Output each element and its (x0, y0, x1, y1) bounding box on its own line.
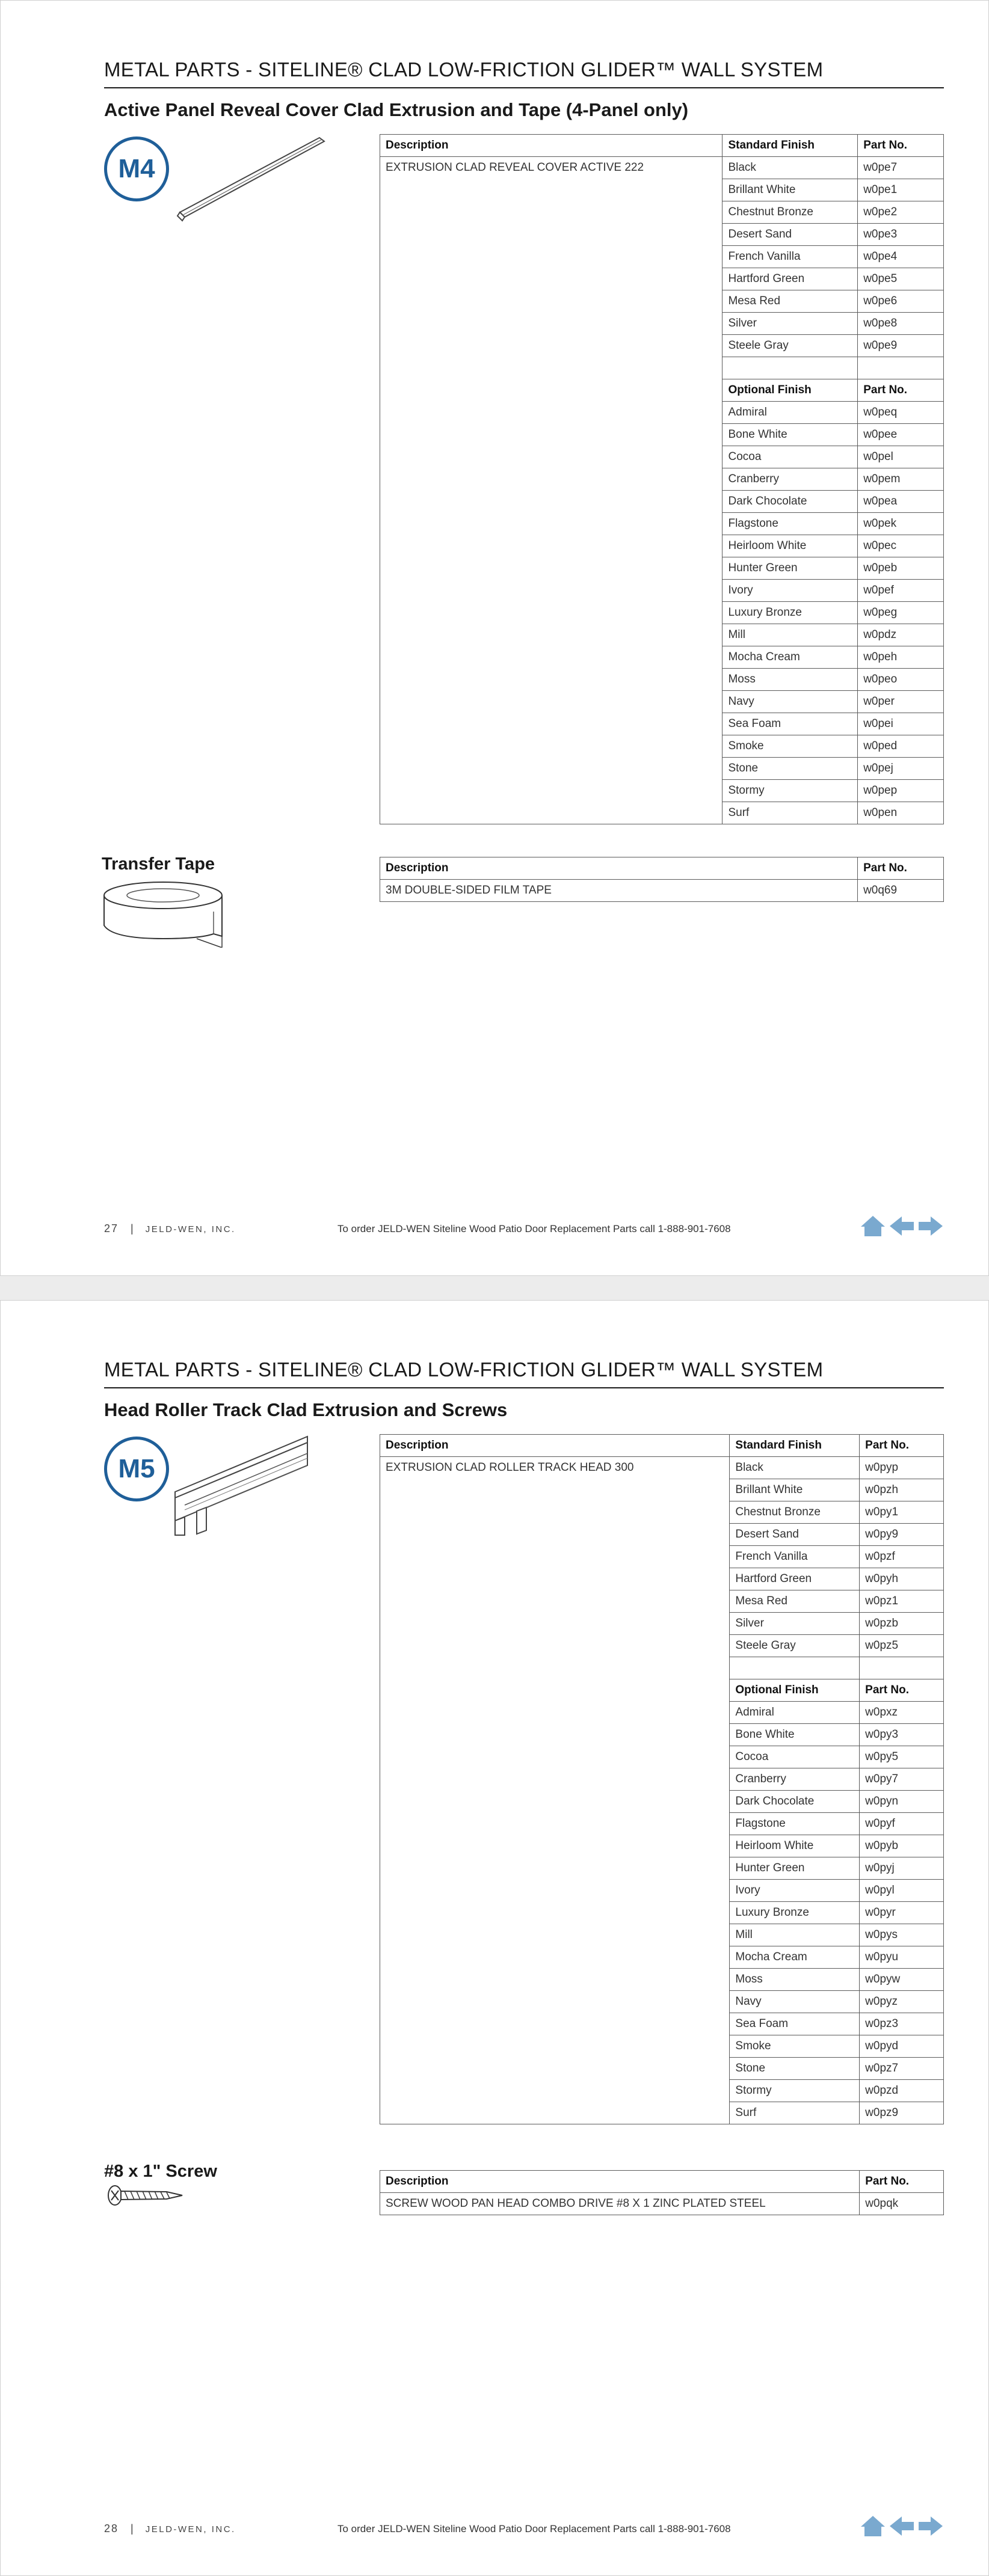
finish-name: Silver (722, 313, 858, 335)
finish-name: Cocoa (722, 446, 858, 468)
finish-name: Admiral (722, 402, 858, 424)
finish-name: Chestnut Bronze (722, 201, 858, 224)
item-title: Transfer Tape (102, 854, 215, 874)
finish-name: Cranberry (730, 1768, 860, 1791)
finish-name: Navy (722, 691, 858, 713)
part-number: w0peq (858, 402, 944, 424)
item-title: #8 x 1" Screw (104, 2162, 217, 2181)
finish-name: Black (722, 157, 858, 179)
part-number: w0pdz (858, 624, 944, 646)
home-icon[interactable] (860, 1214, 886, 1238)
standard-finish-header: Standard Finish (730, 1435, 860, 1457)
part-number: w0pz3 (860, 2013, 944, 2035)
part-number: w0pyb (860, 1835, 944, 1857)
part-number: w0pe9 (858, 335, 944, 357)
part-number: w0peg (858, 602, 944, 624)
finish-name: Bone White (730, 1724, 860, 1746)
title-divider (104, 87, 944, 88)
part-number: w0pea (858, 491, 944, 513)
finish-name: Mill (722, 624, 858, 646)
finish-name: Smoke (730, 2035, 860, 2058)
page-number: 27 (104, 1222, 119, 1234)
finish-name: Cocoa (730, 1746, 860, 1768)
page-title: METAL PARTS - SITELINE® CLAD LOW-FRICTION GLIDER™ WALL SYSTEM (104, 1358, 824, 1381)
description-header: Description (380, 1435, 730, 1457)
part-no-header: Part No. (860, 2171, 944, 2193)
page-title: METAL PARTS - SITELINE® CLAD LOW-FRICTION GLIDER™ WALL SYSTEM (104, 58, 824, 81)
order-phone-text: To order JELD-WEN Siteline Wood Patio Door Replacement Parts call 1-888-901-7608 (337, 2523, 731, 2535)
footer (104, 1222, 236, 1235)
part-number: w0pee (858, 424, 944, 446)
part-no-header: Part No. (858, 379, 944, 402)
part-number: w0pef (858, 580, 944, 602)
catalog-page-27 (0, 0, 989, 1276)
table-row (380, 880, 944, 902)
part-number: w0py9 (860, 1524, 944, 1546)
finish-name: Admiral (730, 1702, 860, 1724)
finish-name: Mesa Red (722, 290, 858, 313)
table-header-row (380, 135, 944, 157)
finish-name: Stone (730, 2058, 860, 2080)
part-description: EXTRUSION CLAD REVEAL COVER ACTIVE 222 (380, 157, 722, 824)
part-number: w0pe2 (858, 201, 944, 224)
home-icon[interactable] (860, 2514, 886, 2538)
finish-name: Surf (730, 2102, 860, 2124)
spacer-cell (858, 357, 944, 379)
parts-table (380, 134, 944, 824)
description-header: Description (380, 857, 858, 880)
part-number: w0pzd (860, 2080, 944, 2102)
part-number: w0pys (860, 1924, 944, 1946)
finish-name: Luxury Bronze (730, 1902, 860, 1924)
finish-name: Ivory (730, 1880, 860, 1902)
part-number: w0pyz (860, 1991, 944, 2013)
spacer-cell (860, 1657, 944, 1679)
finish-name: Chestnut Bronze (730, 1501, 860, 1524)
part-number: w0pyp (860, 1457, 944, 1479)
part-number: w0pyl (860, 1880, 944, 1902)
transfer-tape-table (380, 857, 944, 902)
description-header: Description (380, 2171, 860, 2193)
reveal-cover-extrusion-illustration (175, 133, 325, 223)
part-no-header: Part No. (860, 1435, 944, 1457)
part-number: w0pyj (860, 1857, 944, 1880)
finish-name: Brillant White (722, 179, 858, 201)
finish-name: Heirloom White (730, 1835, 860, 1857)
finish-name: Navy (730, 1991, 860, 2013)
section-title: Active Panel Reveal Cover Clad Extrusion and Tape (4-Panel only) (104, 99, 689, 120)
part-number: w0pec (858, 535, 944, 557)
catalog-page-28 (0, 1300, 989, 2576)
part-number: w0py1 (860, 1501, 944, 1524)
part-number: w0pek (858, 513, 944, 535)
footer (104, 2522, 236, 2535)
screw-table (380, 2170, 944, 2215)
part-number: w0pe1 (858, 179, 944, 201)
part-number: w0pe5 (858, 268, 944, 290)
table-row (380, 2193, 944, 2215)
finish-name: French Vanilla (722, 246, 858, 268)
table-row (380, 1457, 944, 1479)
finish-name: Hunter Green (722, 557, 858, 580)
finish-name: Mocha Cream (730, 1946, 860, 1969)
previous-page-icon[interactable] (889, 1214, 915, 1238)
part-number: w0pyn (860, 1791, 944, 1813)
item-part-no: w0q69 (858, 880, 944, 902)
finish-name: Flagstone (730, 1813, 860, 1835)
part-number: w0pyr (860, 1902, 944, 1924)
footer-separator: | (131, 2522, 134, 2535)
part-badge: M4 (104, 136, 169, 201)
part-number: w0peb (858, 557, 944, 580)
part-number: w0pe7 (858, 157, 944, 179)
finish-name: Hartford Green (722, 268, 858, 290)
part-number: w0pei (858, 713, 944, 735)
part-number: w0pz5 (860, 1635, 944, 1657)
finish-name: Mesa Red (730, 1590, 860, 1613)
finish-name: Moss (722, 669, 858, 691)
finish-name: Smoke (722, 735, 858, 758)
finish-name: Hartford Green (730, 1568, 860, 1590)
screw-illustration (106, 2183, 185, 2207)
part-number: w0pz7 (860, 2058, 944, 2080)
next-page-icon[interactable] (917, 2514, 944, 2538)
finish-name: Mocha Cream (722, 646, 858, 669)
finish-name: Bone White (722, 424, 858, 446)
next-page-icon[interactable] (917, 1214, 944, 1238)
title-divider (104, 1387, 944, 1388)
finish-name: Mill (730, 1924, 860, 1946)
finish-name: Heirloom White (722, 535, 858, 557)
part-number: w0pxz (860, 1702, 944, 1724)
finish-name: Ivory (722, 580, 858, 602)
finish-name: French Vanilla (730, 1546, 860, 1568)
finish-name: Steele Gray (730, 1635, 860, 1657)
footer-separator: | (131, 1222, 134, 1234)
part-description: EXTRUSION CLAD ROLLER TRACK HEAD 300 (380, 1457, 730, 2124)
parts-table (380, 1434, 944, 2124)
part-number: w0pzb (860, 1613, 944, 1635)
finish-name: Steele Gray (722, 335, 858, 357)
part-number: w0pyd (860, 2035, 944, 2058)
part-number: w0pel (858, 446, 944, 468)
part-number: w0pe6 (858, 290, 944, 313)
description-header: Description (380, 135, 722, 157)
table-header-row (380, 1435, 944, 1457)
finish-name: Stone (722, 758, 858, 780)
part-number: w0pen (858, 802, 944, 824)
roller-track-extrusion-illustration (173, 1434, 317, 1536)
part-number: w0py7 (860, 1768, 944, 1791)
finish-name: Sea Foam (730, 2013, 860, 2035)
finish-name: Sea Foam (722, 713, 858, 735)
part-number: w0peh (858, 646, 944, 669)
part-number: w0pyf (860, 1813, 944, 1835)
item-description: 3M DOUBLE-SIDED FILM TAPE (380, 880, 858, 902)
finish-name: Flagstone (722, 513, 858, 535)
finish-name: Moss (730, 1969, 860, 1991)
finish-name: Desert Sand (730, 1524, 860, 1546)
optional-finish-header: Optional Finish (722, 379, 858, 402)
order-phone-text: To order JELD-WEN Siteline Wood Patio Door Replacement Parts call 1-888-901-7608 (337, 1223, 731, 1234)
part-number: w0per (858, 691, 944, 713)
finish-name: Brillant White (730, 1479, 860, 1501)
finish-name: Dark Chocolate (722, 491, 858, 513)
part-number: w0py3 (860, 1724, 944, 1746)
previous-page-icon[interactable] (889, 2514, 915, 2538)
tape-roll-illustration (100, 879, 227, 948)
finish-name: Luxury Bronze (722, 602, 858, 624)
section-title: Head Roller Track Clad Extrusion and Screws (104, 1399, 508, 1420)
part-number: w0pz1 (860, 1590, 944, 1613)
part-number: w0pej (858, 758, 944, 780)
part-number: w0pyw (860, 1969, 944, 1991)
finish-name: Silver (730, 1613, 860, 1635)
part-number: w0pzh (860, 1479, 944, 1501)
finish-name: Hunter Green (730, 1857, 860, 1880)
page-number: 28 (104, 2522, 119, 2535)
part-badge: M5 (104, 1437, 169, 1501)
finish-name: Dark Chocolate (730, 1791, 860, 1813)
optional-finish-header: Optional Finish (730, 1679, 860, 1702)
finish-name: Desert Sand (722, 224, 858, 246)
finish-name: Black (730, 1457, 860, 1479)
part-number: w0pz9 (860, 2102, 944, 2124)
part-number: w0pyh (860, 1568, 944, 1590)
spacer-cell (722, 357, 858, 379)
finish-name: Stormy (722, 780, 858, 802)
part-number: w0ped (858, 735, 944, 758)
part-number: w0py5 (860, 1746, 944, 1768)
finish-name: Stormy (730, 2080, 860, 2102)
part-number: w0pe4 (858, 246, 944, 268)
part-number: w0pep (858, 780, 944, 802)
part-number: w0peo (858, 669, 944, 691)
finish-name: Surf (722, 802, 858, 824)
part-no-header: Part No. (858, 857, 944, 880)
part-number: w0pem (858, 468, 944, 491)
item-part-no: w0pqk (860, 2193, 944, 2215)
company-name: JELD-WEN, INC. (145, 2524, 236, 2535)
company-name: JELD-WEN, INC. (145, 1224, 236, 1234)
standard-finish-header: Standard Finish (722, 135, 858, 157)
table-row (380, 157, 944, 179)
part-number: w0pzf (860, 1546, 944, 1568)
item-description: SCREW WOOD PAN HEAD COMBO DRIVE #8 X 1 ZINC PLATED STEEL (380, 2193, 860, 2215)
finish-name: Cranberry (722, 468, 858, 491)
part-number: w0pyu (860, 1946, 944, 1969)
part-no-header: Part No. (858, 135, 944, 157)
part-number: w0pe3 (858, 224, 944, 246)
spacer-cell (730, 1657, 860, 1679)
part-number: w0pe8 (858, 313, 944, 335)
part-no-header: Part No. (860, 1679, 944, 1702)
